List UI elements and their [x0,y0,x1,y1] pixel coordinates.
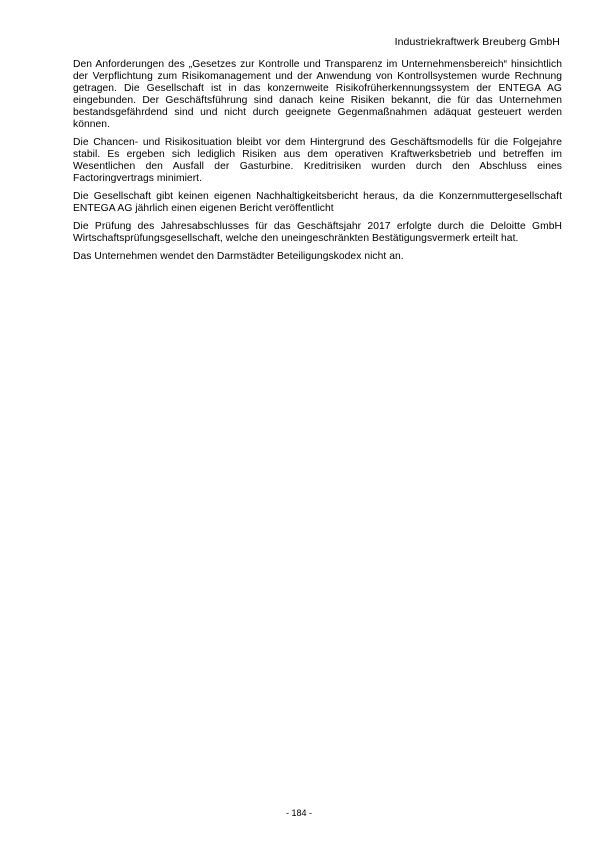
paragraph-sustainability-report: Die Gesellschaft gibt keinen eigenen Nachhaltigkeitsbericht heraus, da die Konzernmuttergesellschaft ENTEGA AG jährlich einen eigenen Bericht veröffentlicht [73,191,562,214]
paragraph-audit: Die Prüfung des Jahresabschlusses für das Geschäftsjahr 2017 erfolgte durch die Deloitte GmbH Wirtschaftsprüfungsgesellschaft, welche den uneingeschränkten Bestätigungsvermerk erteilt hat. [73,221,562,244]
document-body [73,59,562,269]
paragraph-opportunities-risks: Die Chancen- und Risikosituation bleibt vor dem Hintergrund des Geschäftsmodells für die Folgejahre stabil. Es ergeben sich lediglich Risiken aus dem operativen Kraftwerksbetrieb und betreffen im Wesentlichen den Ausfall der Gasturbine. Kreditrisiken wurden durch den Abschluss eines Factoringvertrags minimiert. [73,137,562,184]
paragraph-governance-code: Das Unternehmen wendet den Darmstädter Beteiligungskodex nicht an. [73,251,404,262]
page-header-company: Industriekraftwerk Breuberg GmbH [394,36,560,48]
page-number: - 184 - [285,808,312,818]
paragraph-risk-management: Den Anforderungen des „Gesetzes zur Kontrolle und Transparenz im Unternehmensbereich“ hinsichtlich der Verpflichtung zum Risikomanagement und der Anwendung von Kontrollsystemen wurde Rechnung getragen. Die Gesellschaft ist in das konzernweite Risikofrüherkennungssystem der ENTEGA AG eingebunden. Der Geschäftsführung sind danach keine Risiken bekannt, die für das Unternehmen bestandsgefährdend sind und nicht durch geeignete Gegenmaßnahmen adäquat gesteuert werden können. [73,59,562,130]
